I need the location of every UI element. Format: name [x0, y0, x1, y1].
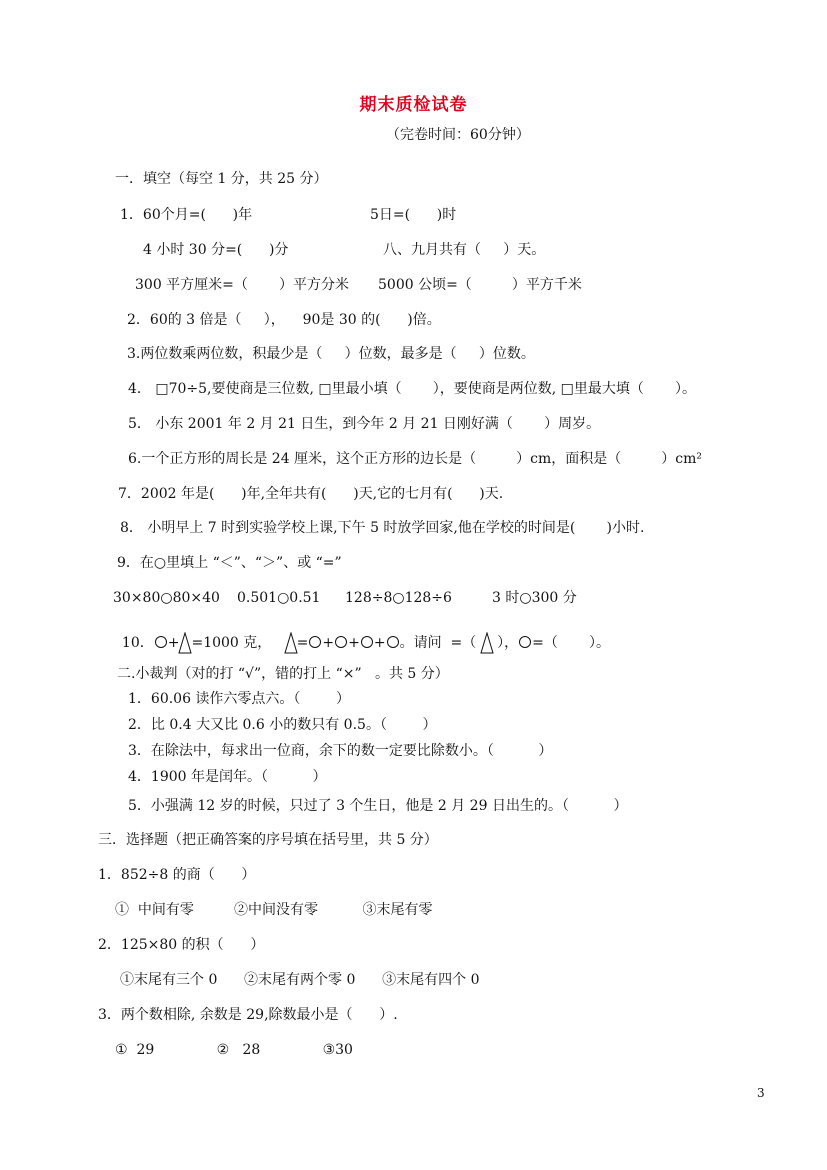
- question-1a: 1．60个月=( )年: [120, 207, 253, 223]
- circle-symbol-icon: [361, 636, 373, 648]
- judge-question-5: 5．小强满 12 岁的时候，只过了 3 个生日，他是 2 月 29 日出生的。（ ）: [128, 798, 628, 814]
- question-1c: 4 小时 30 分=( )分: [143, 242, 289, 258]
- question-1d: 八、九月共有（ ）天。: [383, 242, 546, 258]
- question-9-item-c: 128÷8○128÷6: [345, 590, 452, 606]
- page-title: 期末质检试卷: [359, 95, 468, 115]
- q10-equals: =: [296, 635, 309, 651]
- q10-plus-3: +: [348, 635, 360, 651]
- question-6: 6.一个正方形的周长是 24 厘米，这个正方形的边长是（ ）cm，面积是（ ）cm²: [128, 451, 703, 467]
- circle-symbol-icon: [309, 636, 321, 648]
- q10-weight: =1000 克，: [191, 635, 272, 651]
- q10-plus-2: +: [322, 635, 335, 651]
- choice-question-2-options: ①末尾有三个 0 ②末尾有两个零 0 ③末尾有四个 0: [120, 972, 480, 988]
- question-10-number: 10．: [121, 635, 154, 651]
- question-10: [113, 616, 610, 652]
- question-9: 9．在○里填上 “＜”、“＞”、或 “=”: [117, 555, 342, 571]
- judge-question-4: 4．1900 年是闰年。（ ）: [128, 769, 327, 785]
- choice-question-2: 2．125×80 的积（ ）: [98, 937, 265, 953]
- page-number: 3: [757, 1086, 765, 1100]
- question-3: 3.两位数乘两位数，积最少是（ ）位数，最多是（ ）位数。: [127, 346, 535, 362]
- section-1-heading: 一．填空（每空 1 分，共 25 分）: [115, 171, 328, 187]
- page-subtitle: （完卷时间：60分钟）: [386, 127, 530, 143]
- circle-symbol-icon: [155, 636, 167, 648]
- question-7: 7．2002 年是( )年,全年共有( )天,它的七月有( )天.: [118, 486, 504, 502]
- question-2: 2．60的 3 倍是（ ）， 90是 30 的( )倍。: [127, 312, 441, 328]
- question-1e: 300 平方厘米=（ ）平方分米: [135, 277, 350, 293]
- question-1f: 5000 公顷=（ ）平方千米: [378, 277, 582, 293]
- judge-question-3: 3．在除法中，每求出一位商，余下的数一定要比除数小。（ ）: [128, 743, 553, 759]
- section-3-heading: 三．选择题（把正确答案的序号填在括号里，共 5 分）: [98, 832, 438, 848]
- circle-symbol-icon: [387, 636, 399, 648]
- q10-sep: ），: [497, 635, 519, 651]
- q10-ask: 。请问 =（: [399, 635, 477, 651]
- q10-plus-1: +: [167, 635, 180, 651]
- choice-question-3-options: ① 29 ② 28 ③30: [115, 1042, 353, 1058]
- question-9-item-b: 0.501○0.51: [237, 590, 321, 606]
- q10-end: =（ ）。: [532, 635, 611, 651]
- circle-symbol-icon: [335, 636, 347, 648]
- question-9-item-d: 3 时○300 分: [492, 590, 577, 606]
- q10-plus-4: +: [373, 635, 386, 651]
- judge-question-2: 2．比 0.4 大又比 0.6 小的数只有 0.5。（ ）: [128, 717, 437, 733]
- judge-question-1: 1．60.06 读作六零点六。（ ）: [128, 691, 351, 707]
- choice-question-1: 1．852÷8 的商（ ）: [98, 867, 256, 883]
- section-2-heading: 二.小裁判（对的打 “√”，错的打上 “×” 。共 5 分）: [117, 666, 449, 682]
- question-9-item-a: 30×80○80×40: [113, 590, 220, 606]
- choice-question-1-options: ① 中间有零 ②中间没有零 ③末尾有零: [115, 902, 433, 918]
- choice-question-3: 3．两个数相除, 余数是 29,除数最小是（ ）.: [98, 1007, 398, 1023]
- question-8: 8． 小明早上 7 时到实验学校上课,下午 5 时放学回家,他在学校的时间是( )小时.: [120, 520, 645, 536]
- question-5: 5． 小东 2001 年 2 月 21 日生，到今年 2 月 21 日刚好满（ ）周岁。: [128, 416, 601, 432]
- circle-symbol-icon: [519, 636, 531, 648]
- question-4: 4． □70÷5,要使商是三位数, □里最小填（ ），要使商是两位数, □里最大填（ ）。: [128, 381, 697, 397]
- question-1b: 5日=( )时: [370, 207, 457, 223]
